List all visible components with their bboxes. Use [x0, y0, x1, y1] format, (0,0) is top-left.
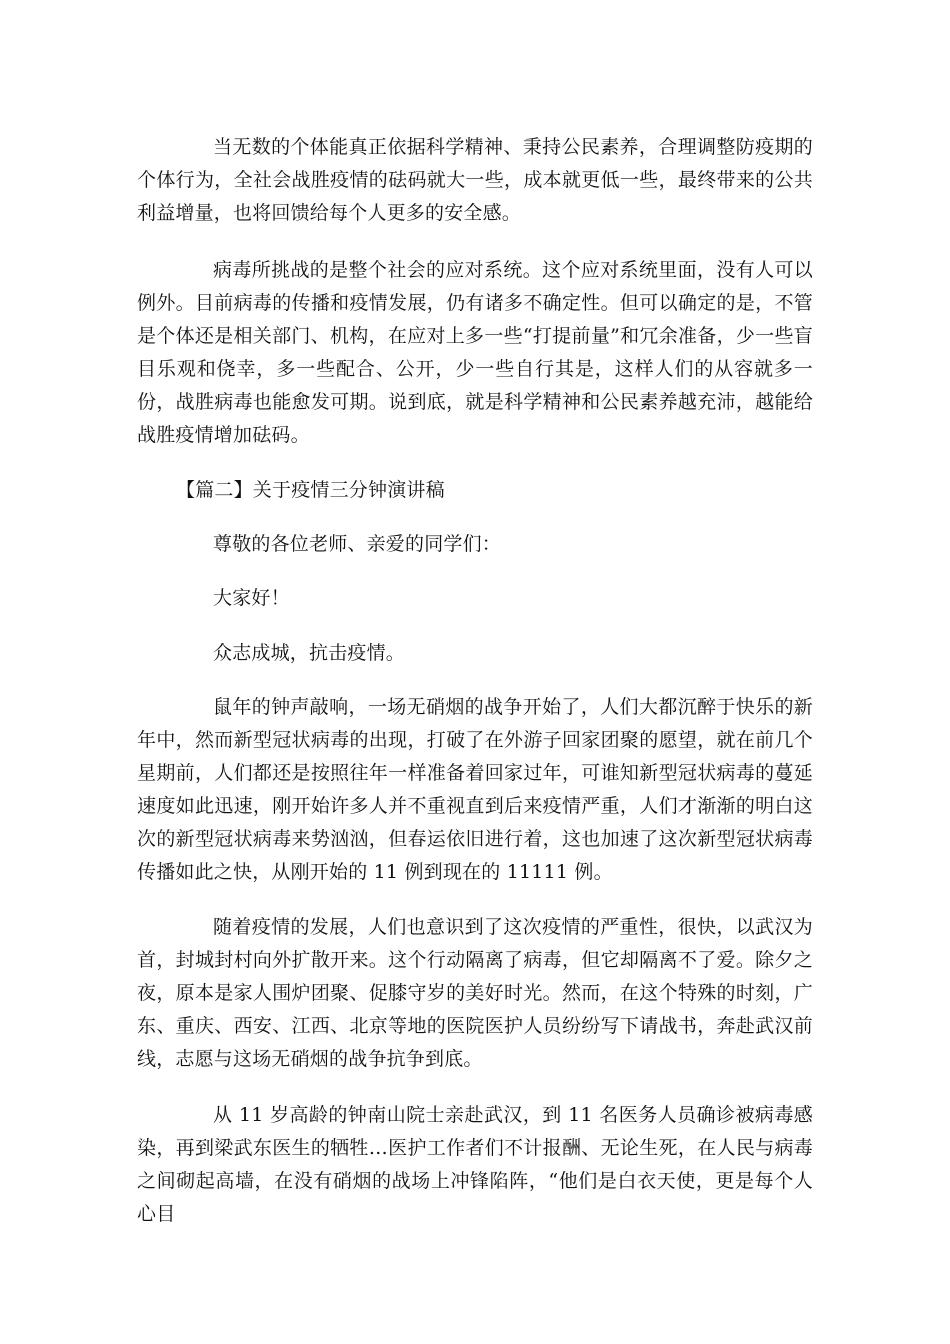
paragraph-new-year-outbreak: 鼠年的钟声敲响，一场无硝烟的战争开始了，人们大都沉醉于快乐的新年中，然而新型冠状病毒的出现，打破了在外游子回家团聚的愿望，就在前几个星期前，人们都还是按照往年一样准备着回家过年，可谁知新型冠状病毒的蔓延速度如此迅速，刚开始许多人并不重视直到后来疫情严重，人们才渐渐的明白这次的新型冠状病毒来势汹汹，但春运依旧进行着，这也加速了这次新型冠状病毒传播如此之快，从刚开始的 11 例到现在的 11111 例。 — [137, 696, 813, 883]
salutation: 尊敬的各位老师、亲爱的同学们： — [213, 533, 502, 555]
speech-theme: 众志成城，抗击疫情。 — [213, 642, 406, 664]
greeting: 大家好！ — [213, 587, 290, 609]
paragraph-response-system: 病毒所挑战的是整个社会的应对系统。这个应对系统里面，没有人可以例外。目前病毒的传播和疫情发展，仍有诸多不确定性。但可以确定的是，不管是个体还是相关部门、机构，在应对上多一些“打提前量”和冗余准备，少一些盲目乐观和侥幸，多一些配合、公开，少一些自行其是，这样人们的从容就多一份，战胜病毒也能愈发可期。说到底，就是科学精神和公民素养越充沛，越能给战胜疫情增加砝码。 — [137, 259, 813, 446]
paragraph-medical-workers: 从 11 岁高龄的钟南山院士亲赴武汉，到 11 名医务人员确诊被病毒感染，再到梁武东医生的牺牲…医护工作者们不计报酬、无论生死，在人民与病毒之间砌起高墙，在没有硝烟的战场上冲锋陷阵，“他们是白衣天使，更是每个人心目 — [137, 1104, 813, 1225]
section-title: 【篇二】关于疫情三分钟演讲稿 — [176, 479, 445, 501]
paragraph-lockdown-medics: 随着疫情的发展，人们也意识到了这次疫情的严重性，很快，以武汉为首，封城封村向外扩散开来。这个行动隔离了病毒，但它却隔离不了爱。除夕之夜，原本是家人围炉团聚、促膝守岁的美好时光。然而，在这个特殊的时刻，广东、重庆、西安、江西、北京等地的医院医护人员纷纷写下请战书，奔赴武汉前线，志愿与这场无硝烟的战争抗争到底。 — [137, 916, 813, 1070]
paragraph-civic-literacy: 当无数的个体能真正依据科学精神、秉持公民素养，合理调整防疫期的个体行为，全社会战胜疫情的砝码就大一些，成本就更低一些，最终带来的公共利益增量，也将回馈给每个人更多的安全感。 — [137, 136, 813, 224]
